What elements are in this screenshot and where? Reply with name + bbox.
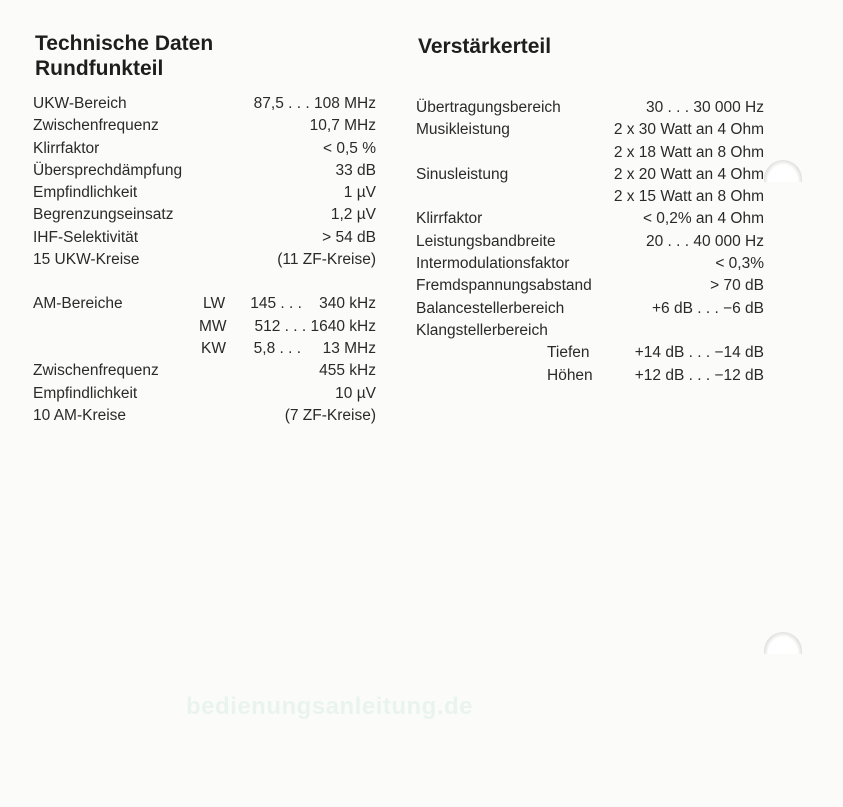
- tone-label: Höhen: [547, 366, 593, 384]
- tone-value: +12 dB . . . −12 dB: [634, 366, 764, 384]
- spec-label: Zwischenfrequenz: [33, 117, 159, 135]
- spec-label: Übersprechdämpfung: [33, 161, 183, 179]
- spec-label: 15 UKW-Kreise: [33, 251, 140, 269]
- spec-row: [416, 164, 764, 186]
- spec-row: [416, 208, 764, 230]
- spec-label: Zwischenfrequenz: [33, 362, 159, 380]
- spec-row: [33, 115, 376, 137]
- spec-value: 2 x 18 Watt an 8 Ohm: [613, 143, 764, 161]
- tone-row: [416, 342, 764, 364]
- spec-value: > 54 dB: [322, 228, 376, 246]
- am-bands-label: AM-Bereiche: [33, 295, 123, 313]
- heading-rundfunkteil: Rundfunkteil: [35, 57, 164, 80]
- spec-label: Sinusleistung: [416, 165, 509, 183]
- band-range: 5,8 . . . 13 MHz: [253, 339, 376, 357]
- spec-value: (11 ZF-Kreise): [277, 251, 376, 269]
- spec-value: (7 ZF-Kreise): [284, 406, 376, 424]
- spec-label: Empfindlichkeit: [33, 184, 138, 202]
- spec-row: [33, 383, 376, 405]
- spec-label: 10 AM-Kreise: [33, 406, 127, 424]
- spec-row: [33, 182, 376, 204]
- spec-label: Fremdspannungsabstand: [416, 277, 592, 295]
- punch-hole-lower: [764, 632, 802, 654]
- spec-row: [416, 186, 764, 208]
- band-range: 145 . . . 340 kHz: [250, 295, 376, 313]
- spec-label: Klirrfaktor: [416, 210, 483, 228]
- spec-value: 87,5 . . . 108 MHz: [253, 95, 376, 112]
- spec-value: 1,2 µV: [330, 206, 376, 224]
- spec-value: < 0,2% an 4 Ohm: [642, 210, 764, 228]
- spec-value: < 0,3%: [715, 255, 764, 273]
- spec-label: Klirrfaktor: [33, 139, 100, 157]
- spec-value: 2 x 20 Watt an 4 Ohm: [613, 165, 764, 183]
- spec-row: [416, 231, 764, 253]
- watermark: bedienungsanleitung.de: [186, 693, 474, 720]
- spec-value: 10,7 MHz: [309, 117, 376, 135]
- spec-value: 1 µV: [343, 184, 376, 202]
- spec-row: [33, 405, 376, 427]
- spec-label: Empfindlichkeit: [33, 384, 138, 402]
- amp-specs: [416, 97, 764, 387]
- am-band-row: [33, 338, 376, 360]
- spec-label: Leistungsbandbreite: [416, 232, 556, 250]
- left-heading: [35, 31, 213, 81]
- spec-label: Musikleistung: [416, 121, 510, 139]
- spec-row: [33, 93, 376, 115]
- spec-label: UKW-Bereich: [33, 95, 127, 112]
- spec-value: 33 dB: [335, 161, 376, 179]
- heading-technische-daten: Technische Daten: [35, 32, 214, 55]
- spec-value: 2 x 30 Watt an 4 Ohm: [613, 121, 764, 139]
- tone-row: [416, 365, 764, 387]
- spec-label: IHF-Selektivität: [33, 228, 139, 246]
- spec-value: 2 x 15 Watt an 8 Ohm: [613, 188, 764, 206]
- spec-row: [416, 253, 764, 275]
- spec-row: [416, 275, 764, 297]
- spec-row: [416, 97, 764, 119]
- fm-specs: [33, 93, 376, 427]
- tone-value: +14 dB . . . −14 dB: [634, 344, 764, 362]
- section-gap: [33, 271, 376, 293]
- band-name: KW: [201, 339, 226, 357]
- spec-row: [416, 320, 764, 342]
- spec-value: 10 µV: [335, 384, 376, 402]
- spec-value: 455 kHz: [319, 362, 376, 380]
- spec-row: [416, 142, 764, 164]
- am-band-row: [33, 316, 376, 338]
- spec-row: [33, 227, 376, 249]
- spec-value: < 0,5 %: [323, 139, 376, 157]
- spec-label: Begrenzungseinsatz: [33, 206, 174, 224]
- spec-label: Übertragungsbereich: [416, 99, 561, 116]
- band-range: 512 . . . 1640 kHz: [254, 317, 376, 335]
- band-name: MW: [199, 317, 227, 335]
- spec-row: [33, 138, 376, 160]
- band-name: LW: [203, 295, 226, 313]
- spec-value: 20 . . . 40 000 Hz: [645, 232, 764, 250]
- am-band-row: [33, 293, 376, 315]
- spec-value: > 70 dB: [710, 277, 764, 295]
- spec-label: Klangstellerbereich: [416, 321, 548, 339]
- spec-row: [33, 204, 376, 226]
- spec-label: Intermodulationsfaktor: [416, 255, 570, 273]
- spec-row: [33, 360, 376, 382]
- spec-row: [416, 119, 764, 141]
- spec-row: [416, 298, 764, 320]
- right-heading: Verstärkerteil: [418, 35, 552, 58]
- spec-label: Balancestellerbereich: [416, 299, 565, 317]
- spec-value: +6 dB . . . −6 dB: [651, 299, 764, 317]
- punch-hole-upper: [764, 160, 802, 182]
- spec-row: [33, 249, 376, 271]
- tone-label: Tiefen: [547, 344, 590, 362]
- spec-row: [33, 160, 376, 182]
- spec-value: 30 . . . 30 000 Hz: [645, 99, 764, 116]
